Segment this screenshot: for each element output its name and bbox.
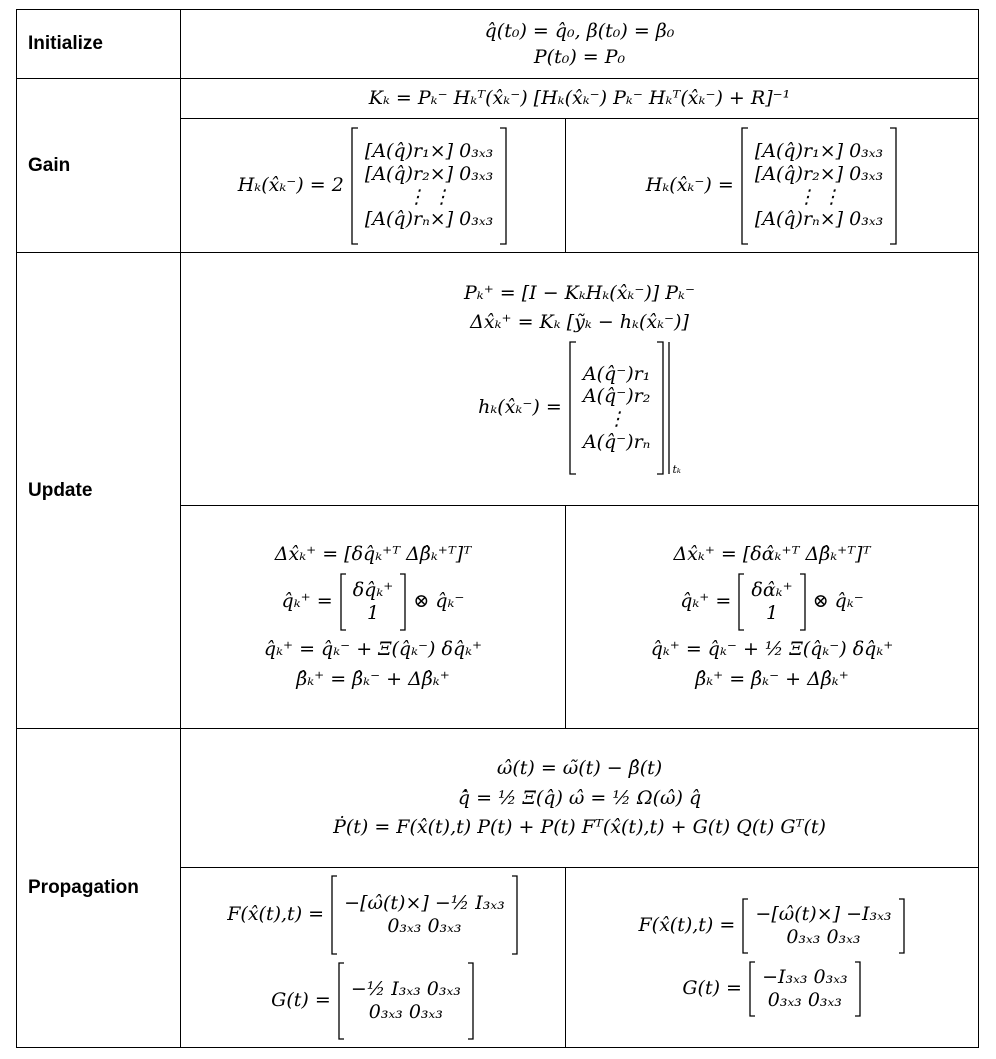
matrix-row: 0₃ₓ₃ 0₃ₓ₃ <box>368 1001 443 1023</box>
matrix-row: −I₃ₓ₃ 0₃ₓ₃ <box>762 966 848 989</box>
sensitivity-matrix-left <box>365 140 493 231</box>
label-gain: Gain <box>17 79 181 253</box>
bias-update-equation: β̂ₖ⁺ = β̂ₖ⁻ + Δβ̂ₖ⁺ <box>695 667 849 690</box>
propagation-left-matrices <box>181 868 566 1048</box>
quaternion-update-rhs: ⊗ q̂ₖ⁻ <box>812 590 864 613</box>
label-propagation: Propagation <box>17 729 181 1048</box>
label-update: Update <box>17 253 181 729</box>
F-matrix <box>755 903 891 949</box>
matrix-row: [A(q̂)r₁×] 0₃ₓ₃ <box>364 139 494 162</box>
quaternion-correction-vector <box>353 579 394 625</box>
bracket-right-icon <box>799 573 807 631</box>
bracket-left-icon <box>330 875 338 955</box>
sensitivity-lhs-left: Hₖ(x̂ₖ⁻) = 2 <box>237 173 344 196</box>
matrix-row: δα̂ₖ⁺ <box>751 579 793 602</box>
initial-state-equation: q̂(t₀) = q̂₀, β(t₀) = β₀ <box>484 19 675 42</box>
measurement-vector <box>583 363 651 454</box>
matrix-row: −½ I₃ₓ₃ 0₃ₓ₃ <box>350 978 461 1001</box>
bracket-right-icon <box>511 875 519 955</box>
bracket-left-icon <box>740 127 749 245</box>
state-error-vector-equation: Δx̂ₖ⁺ = [δq̂ₖ⁺ᵀ Δβ̂ₖ⁺ᵀ]ᵀ <box>274 543 472 566</box>
bracket-right-icon <box>399 573 407 631</box>
F-matrix-lhs: F(x̂(t),t) = <box>638 914 736 936</box>
label-initialize: Initialize <box>17 10 181 79</box>
matrix-row: [A(q̂)r₂×] 0₃ₓ₃ <box>754 162 884 185</box>
state-correction-equation: Δx̂ₖ⁺ = Kₖ [ỹₖ − hₖ(x̂ₖ⁻)] <box>470 311 689 334</box>
bracket-right-icon <box>898 898 906 954</box>
G-matrix <box>762 966 848 1012</box>
quaternion-additive-update: q̂ₖ⁺ = q̂ₖ⁻ + ½ Ξ(q̂ₖ⁻) δq̂ₖ⁺ <box>650 638 894 661</box>
bracket-left-icon <box>568 341 577 475</box>
measurement-model-equation <box>181 341 978 476</box>
row-gain-top <box>17 79 979 119</box>
kalman-filter-table <box>16 9 979 1048</box>
measurement-lhs: hₖ(x̂ₖ⁻) = <box>478 396 562 419</box>
matrix-row: A(q̂⁻)r₁ <box>582 362 651 385</box>
matrix-row: 1 <box>765 602 779 625</box>
bracket-right-icon <box>854 961 862 1017</box>
matrix-row: [A(q̂)rₙ×] 0₃ₓ₃ <box>364 208 494 231</box>
row-propagation-top <box>17 729 979 868</box>
bias-update-equation: β̂ₖ⁺ = β̂ₖ⁻ + Δβ̂ₖ⁺ <box>296 667 450 690</box>
attitude-correction-vector <box>751 579 792 625</box>
matrix-row: ⋮ ⋮ <box>407 185 452 208</box>
G-matrix-equation <box>181 962 565 1040</box>
gain-sensitivity-left <box>181 119 566 253</box>
G-matrix-equation <box>566 961 978 1017</box>
row-update-top <box>17 253 979 506</box>
quaternion-update-rhs: ⊗ q̂ₖ⁻ <box>413 590 465 613</box>
bracket-right-icon <box>499 127 508 245</box>
matrix-row: −[ω̂(t)×] −I₃ₓ₃ <box>755 903 892 926</box>
bracket-left-icon <box>350 127 359 245</box>
matrix-row: −[ω̂(t)×] −½ I₃ₓ₃ <box>344 892 505 915</box>
matrix-row: 0₃ₓ₃ 0₃ₓ₃ <box>767 989 842 1011</box>
bracket-right-icon <box>467 962 475 1040</box>
row-initialize <box>17 10 979 79</box>
matrix-row: 0₃ₓ₃ 0₃ₓ₃ <box>387 915 462 937</box>
covariance-propagation-equation: Ṗ(t) = F(x̂(t),t) P(t) + P(t) Fᵀ(x̂(t),t) + G(t) Q(t) Gᵀ(t) <box>333 816 826 839</box>
G-matrix-lhs: G(t) = <box>682 977 742 999</box>
state-error-vector-equation: Δx̂ₖ⁺ = [δα̂ₖ⁺ᵀ Δβ̂ₖ⁺ᵀ]ᵀ <box>673 543 871 566</box>
quaternion-update-lhs: q̂ₖ⁺ = <box>281 590 333 613</box>
G-matrix <box>351 978 461 1024</box>
angular-rate-estimate-equation: ω̂(t) = ω̃(t) − β̂(t) <box>496 756 663 779</box>
matrix-row: [A(q̂)r₁×] 0₃ₓ₃ <box>754 139 884 162</box>
matrix-row: A(q̂⁻)rₙ <box>582 431 651 453</box>
bracket-right-icon <box>656 341 672 475</box>
bracket-left-icon <box>741 898 749 954</box>
propagation-common-equations <box>181 729 979 868</box>
G-matrix-lhs: G(t) = <box>271 989 331 1011</box>
F-matrix-equation <box>566 898 978 954</box>
quaternion-update-lhs: q̂ₖ⁺ = <box>680 590 732 613</box>
bracket-left-icon <box>748 961 756 1017</box>
bracket-left-icon <box>337 962 345 1040</box>
matrix-row: [A(q̂)rₙ×] 0₃ₓ₃ <box>754 208 884 231</box>
propagation-right-matrices <box>566 868 979 1048</box>
quaternion-multiplicative-update <box>181 573 565 631</box>
quaternion-additive-update: q̂ₖ⁺ = q̂ₖ⁻ + Ξ(q̂ₖ⁻) δq̂ₖ⁺ <box>263 638 483 661</box>
initial-covariance-equation: P(t₀) = P₀ <box>533 45 626 68</box>
matrix-row: δq̂ₖ⁺ <box>352 579 394 602</box>
matrix-row: ⋮ ⋮ <box>796 185 842 208</box>
bracket-right-icon <box>889 127 898 245</box>
quaternion-multiplicative-update <box>566 573 978 631</box>
bracket-left-icon <box>737 573 745 631</box>
bracket-left-icon <box>339 573 347 631</box>
F-matrix-equation <box>181 875 565 955</box>
update-left-equations <box>181 506 566 729</box>
kalman-gain-equation: Kₖ = Pₖ⁻ Hₖᵀ(x̂ₖ⁻) [Hₖ(x̂ₖ⁻) Pₖ⁻ Hₖᵀ(x̂ₖ⁻) + R]⁻¹ <box>181 79 979 119</box>
matrix-row: ⋮ <box>607 408 627 431</box>
sensitivity-lhs-right: Hₖ(x̂ₖ⁻) = <box>645 173 734 196</box>
F-matrix-lhs: F(x̂(t),t) = <box>227 903 325 925</box>
gain-sensitivity-right <box>566 119 979 253</box>
matrix-row: 1 <box>366 602 380 625</box>
initialize-equations <box>181 10 979 79</box>
F-matrix <box>344 892 505 938</box>
evaluation-subscript: tₖ <box>672 463 681 477</box>
update-common-equations <box>181 253 979 506</box>
matrix-row: A(q̂⁻)r₂ <box>582 385 651 408</box>
quaternion-kinematics-equation: q̂̇ = ½ Ξ(q̂) ω̂ = ½ Ω(ω̂) q̂ <box>457 786 702 809</box>
update-right-equations <box>566 506 979 729</box>
matrix-row: [A(q̂)r₂×] 0₃ₓ₃ <box>364 162 494 185</box>
sensitivity-matrix-right <box>755 140 883 231</box>
covariance-update-equation: Pₖ⁺ = [I − KₖHₖ(x̂ₖ⁻)] Pₖ⁻ <box>464 281 695 304</box>
matrix-row: 0₃ₓ₃ 0₃ₓ₃ <box>786 926 861 948</box>
